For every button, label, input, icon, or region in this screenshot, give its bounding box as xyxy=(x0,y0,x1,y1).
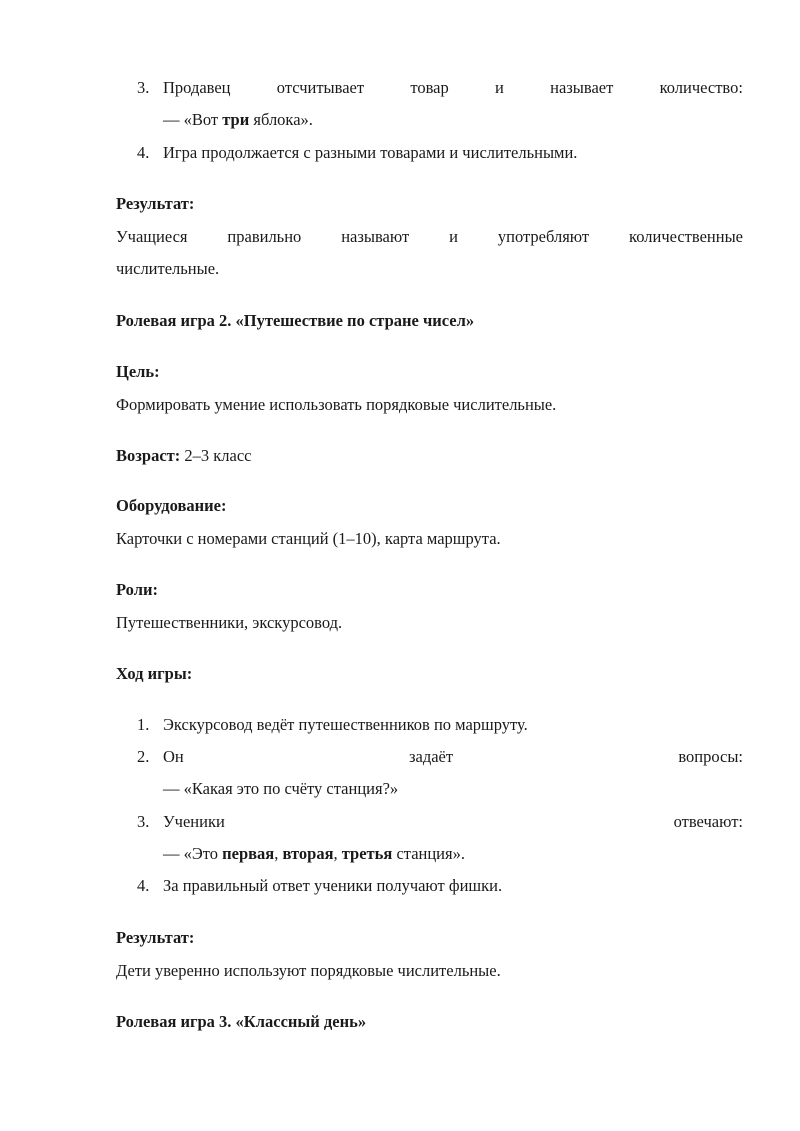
continuation-line: — «Это первая, вторая, третья станция». xyxy=(163,844,465,863)
list-number: 3. xyxy=(137,78,150,97)
list-number: 4. xyxy=(137,876,150,895)
list-item-text: За правильный ответ ученики получают фишки. xyxy=(163,876,503,895)
bold-word: третья xyxy=(341,844,393,863)
word: называет xyxy=(550,78,614,97)
word: отсчитывает xyxy=(276,78,365,97)
document-page: 3. Продавец отсчитывает товар и называет количество: — «Вот три яблока». 4. Игра продолжается с разными товарами и числительными. Результат: Учащиеся правильно называют и употребляют количественные числительные. Ролевая игра 2. «Путешествие по стране чисел» Цель: Формировать умение использовать порядковые числительные. Возраст: 2–3 класс Оборудование: Карточки с номерами станций (1–10), карта маршрута. Роли: Путешественники, экскурсовод. Ход игры: 1. Экскурсовод ведёт путешественников по маршруту. 2. Он задаёт вопросы: — «Какая это по счёту станция?» 3. Ученики отвечают: — «Это первая, вторая, третья станция». 4. За правильный ответ ученики получают фишки. Результат: Дети уверенно используют порядковые числительные. Ролевая игра 3. «Классный день» xyxy=(0,0,800,1131)
word: количество: xyxy=(659,78,743,97)
bold-word: три xyxy=(222,110,250,129)
age-line xyxy=(116,440,743,472)
justified-line: Ученики отвечают: xyxy=(163,812,743,831)
goal-heading: Цель: xyxy=(116,362,160,381)
bold-word: вторая xyxy=(282,844,334,863)
equipment-text: Карточки с номерами станций (1–10), карта маршрута. xyxy=(116,529,501,548)
list-number: 4. xyxy=(137,143,150,162)
result-heading: Результат: xyxy=(116,194,195,213)
word: и xyxy=(495,78,504,97)
word: Продавец xyxy=(163,78,231,97)
list-item-text: Экскурсовод ведёт путешественников по маршруту. xyxy=(163,715,528,734)
justified-line: Учащиеся правильно называют и употребляют количественные xyxy=(116,227,743,246)
justified-line: Он задаёт вопросы: xyxy=(163,747,743,766)
roles-heading: Роли: xyxy=(116,580,158,599)
age-label: Возраст: xyxy=(116,446,181,465)
equipment-heading: Оборудование: xyxy=(116,496,227,515)
bold-word: первая xyxy=(222,844,275,863)
list-number: 1. xyxy=(137,715,150,734)
goal-text: Формировать умение использовать порядковые числительные. xyxy=(116,395,557,414)
section-title: Ролевая игра 2. «Путешествие по стране чисел» xyxy=(116,311,475,330)
result-text: Дети уверенно используют порядковые числительные. xyxy=(116,961,501,980)
list-number: 3. xyxy=(137,812,150,831)
age-value: 2–3 класс xyxy=(180,446,252,465)
roles-text: Путешественники, экскурсовод. xyxy=(116,613,343,632)
list-number: 2. xyxy=(137,747,150,766)
justified-line xyxy=(163,72,743,104)
list-item-text: Игра продолжается с разными товарами и числительными. xyxy=(163,143,578,162)
continuation-line: — «Вот три яблока». xyxy=(163,110,313,129)
word: товар xyxy=(410,78,449,97)
result-paragraph: Учащиеся правильно называют и употребляют количественные числительные. xyxy=(116,221,743,285)
section-title: Ролевая игра 3. «Классный день» xyxy=(116,1012,367,1031)
result-heading: Результат: xyxy=(116,928,195,947)
flow-heading: Ход игры: xyxy=(116,664,193,683)
